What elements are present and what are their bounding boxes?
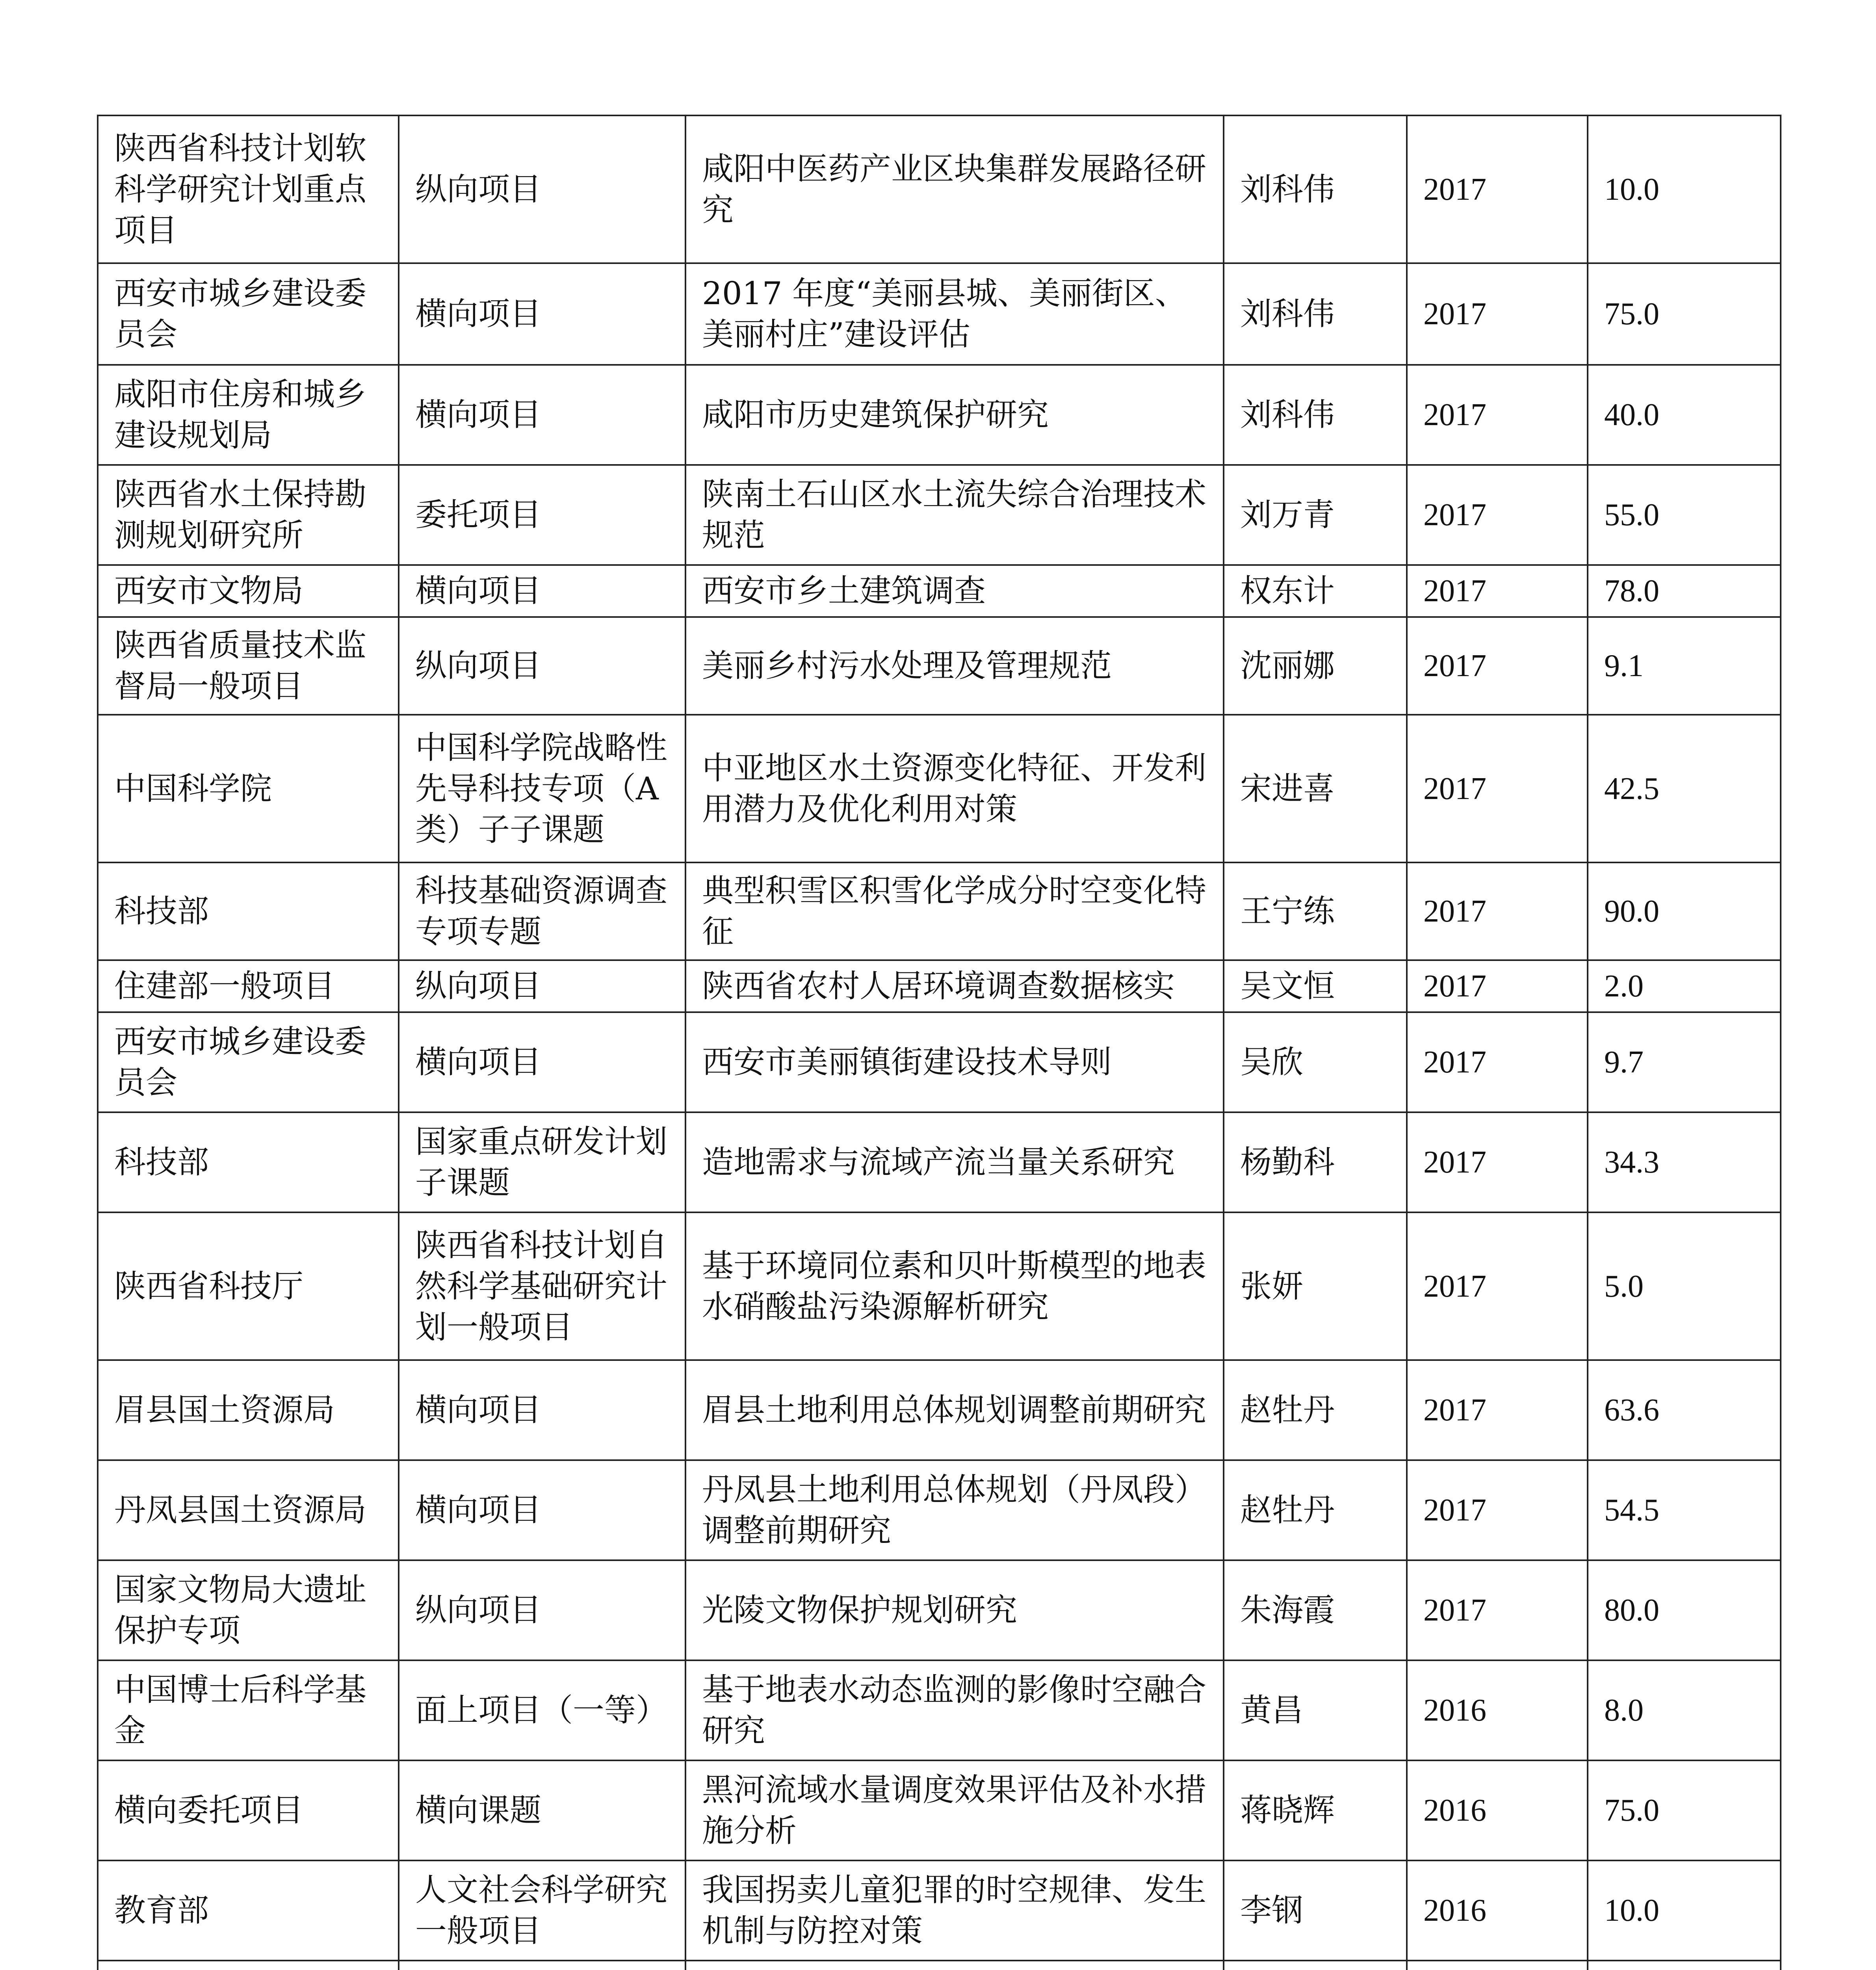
cell-type: 横向项目 — [399, 263, 685, 365]
cell-funding: 10.0 — [1588, 1860, 1781, 1961]
cell-funding: 9.7 — [1588, 1012, 1781, 1112]
cell-funding: 34.3 — [1588, 1112, 1781, 1212]
cell-year: 2016 — [1407, 1860, 1588, 1961]
cell-leader: 权东计 — [1224, 565, 1407, 617]
cell-type: 国家重点研发计划子课题 — [399, 1112, 685, 1212]
cell-leader: 吴欣 — [1224, 1012, 1407, 1112]
cell-source: 国家文物局大遗址保护专项 — [98, 1560, 399, 1660]
cell-source: 中国科学院 — [98, 715, 399, 862]
cell-source: 咸阳市住房和城乡建设规划局 — [98, 365, 399, 465]
project-table — [97, 115, 1781, 1970]
cell-year: 2017 — [1407, 565, 1588, 617]
cell-leader — [1224, 1961, 1407, 1970]
cell-source: 陕西省科技计划软科学研究计划重点项目 — [98, 115, 399, 263]
cell-title: 丹凤县土地利用总体规划（丹凤段）调整前期研究 — [685, 1460, 1224, 1560]
cell-title: 中亚地区水土资源变化特征、开发利用潜力及优化利用对策 — [685, 715, 1224, 862]
cell-year: 2017 — [1407, 1460, 1588, 1560]
cell-source: 陕西省水土保持勘测规划研究所 — [98, 465, 399, 565]
cell-source: 陕西省质量技术监督局一般项目 — [98, 617, 399, 715]
cell-funding: 5.0 — [1588, 1212, 1781, 1360]
cell-funding: 9.1 — [1588, 617, 1781, 715]
cell-source: 科技部 — [98, 1112, 399, 1212]
cell-source: 中国博士后科学基金 — [98, 1660, 399, 1760]
cell-year: 2017 — [1407, 465, 1588, 565]
cell-title: 美丽乡村污水处理及管理规范 — [685, 617, 1224, 715]
cell-type: 横向项目 — [399, 1460, 685, 1560]
cell-type: 纵向项目 — [399, 617, 685, 715]
cell-leader: 杨勤科 — [1224, 1112, 1407, 1212]
cell-year: 2017 — [1407, 365, 1588, 465]
cell-year: 2017 — [1407, 115, 1588, 263]
cell-type: 委托项目 — [399, 465, 685, 565]
cell-leader: 黄昌 — [1224, 1660, 1407, 1760]
cell-title: 陕南土石山区水土流失综合治理技术规范 — [685, 465, 1224, 565]
cell-leader: 王宁练 — [1224, 862, 1407, 960]
cell-funding: 42.5 — [1588, 715, 1781, 862]
cell-year: 2017 — [1407, 617, 1588, 715]
cell-title: 西安市美丽镇街建设技术导则 — [685, 1012, 1224, 1112]
cell-source — [98, 1961, 399, 1970]
table-row — [98, 465, 1781, 565]
cell-source: 横向委托项目 — [98, 1760, 399, 1860]
cell-year: 2017 — [1407, 715, 1588, 862]
table-row — [98, 715, 1781, 862]
cell-type: 纵向项目 — [399, 115, 685, 263]
table-row — [98, 1012, 1781, 1112]
cell-leader: 赵牡丹 — [1224, 1360, 1407, 1460]
cell-type: 人文社会科学研究一般项目 — [399, 1860, 685, 1961]
cell-type: 面上项目（一等） — [399, 1660, 685, 1760]
table-row — [98, 1961, 1781, 1970]
cell-source: 西安市城乡建设委员会 — [98, 1012, 399, 1112]
table-row — [98, 1460, 1781, 1560]
cell-type: 横向课题 — [399, 1760, 685, 1860]
cell-year: 2017 — [1407, 1112, 1588, 1212]
cell-type: 科技基础资源调查专项专题 — [399, 862, 685, 960]
cell-title: 眉县土地利用总体规划调整前期研究 — [685, 1360, 1224, 1460]
cell-leader: 张妍 — [1224, 1212, 1407, 1360]
table-row — [98, 1760, 1781, 1860]
cell-funding: 80.0 — [1588, 1560, 1781, 1660]
table-row — [98, 1212, 1781, 1360]
cell-title: 光陵文物保护规划研究 — [685, 1560, 1224, 1660]
cell-funding: 8.0 — [1588, 1660, 1781, 1760]
table-row — [98, 617, 1781, 715]
table-row — [98, 1360, 1781, 1460]
cell-leader: 蒋晓辉 — [1224, 1760, 1407, 1860]
cell-type: 纵向项目 — [399, 1560, 685, 1660]
table-row — [98, 862, 1781, 960]
cell-source: 西安市城乡建设委员会 — [98, 263, 399, 365]
cell-funding: 78.0 — [1588, 565, 1781, 617]
cell-type: 纵向项目 — [399, 960, 685, 1012]
table-row — [98, 115, 1781, 263]
cell-funding: 75.0 — [1588, 1760, 1781, 1860]
cell-title: 造地需求与流域产流当量关系研究 — [685, 1112, 1224, 1212]
cell-type: 中国科学院战略性先导科技专项（A 类）子子课题 — [399, 715, 685, 862]
cell-source: 西安市文物局 — [98, 565, 399, 617]
cell-source: 丹凤县国土资源局 — [98, 1460, 399, 1560]
cell-funding: 63.6 — [1588, 1360, 1781, 1460]
cell-title: 黑河流域水量调度效果评估及补水措施分析 — [685, 1760, 1224, 1860]
cell-title: 基于环境同位素和贝叶斯模型的地表水硝酸盐污染源解析研究 — [685, 1212, 1224, 1360]
cell-funding — [1588, 1961, 1781, 1970]
cell-funding: 90.0 — [1588, 862, 1781, 960]
cell-title: 西安市乡土建筑调查 — [685, 565, 1224, 617]
cell-title: 基于地表水动态监测的影像时空融合研究 — [685, 1660, 1224, 1760]
project-table-body — [98, 115, 1781, 1970]
cell-funding: 10.0 — [1588, 115, 1781, 263]
cell-leader: 宋进喜 — [1224, 715, 1407, 862]
cell-funding: 40.0 — [1588, 365, 1781, 465]
cell-type: 横向项目 — [399, 565, 685, 617]
table-row — [98, 1112, 1781, 1212]
cell-year: 2017 — [1407, 1012, 1588, 1112]
cell-funding: 2.0 — [1588, 960, 1781, 1012]
cell-leader: 刘科伟 — [1224, 365, 1407, 465]
cell-leader: 赵牡丹 — [1224, 1460, 1407, 1560]
cell-year: 2017 — [1407, 1212, 1588, 1360]
cell-title: 2017 年度“美丽县城、美丽街区、美丽村庄”建设评估 — [685, 263, 1224, 365]
cell-year: 2017 — [1407, 263, 1588, 365]
cell-year — [1407, 1961, 1588, 1970]
cell-leader: 刘万青 — [1224, 465, 1407, 565]
cell-title: 我国拐卖儿童犯罪的时空规律、发生机制与防控对策 — [685, 1860, 1224, 1961]
cell-leader: 李钢 — [1224, 1860, 1407, 1961]
cell-funding: 75.0 — [1588, 263, 1781, 365]
cell-year: 2016 — [1407, 1660, 1588, 1760]
cell-funding: 55.0 — [1588, 465, 1781, 565]
cell-leader: 吴文恒 — [1224, 960, 1407, 1012]
cell-leader: 沈丽娜 — [1224, 617, 1407, 715]
cell-source: 教育部 — [98, 1860, 399, 1961]
cell-source: 眉县国土资源局 — [98, 1360, 399, 1460]
cell-type: 横向项目 — [399, 1012, 685, 1112]
cell-source: 陕西省科技厅 — [98, 1212, 399, 1360]
cell-type: 横向项目 — [399, 365, 685, 465]
table-row — [98, 1860, 1781, 1961]
table-row — [98, 365, 1781, 465]
cell-title: 典型积雪区积雪化学成分时空变化特征 — [685, 862, 1224, 960]
table-row — [98, 960, 1781, 1012]
cell-leader: 朱海霞 — [1224, 1560, 1407, 1660]
cell-year: 2017 — [1407, 960, 1588, 1012]
cell-title: 陕西省农村人居环境调查数据核实 — [685, 960, 1224, 1012]
cell-title — [685, 1961, 1224, 1970]
cell-source: 住建部一般项目 — [98, 960, 399, 1012]
cell-title: 咸阳市历史建筑保护研究 — [685, 365, 1224, 465]
cell-type — [399, 1961, 685, 1970]
cell-source: 科技部 — [98, 862, 399, 960]
cell-leader: 刘科伟 — [1224, 263, 1407, 365]
table-row — [98, 565, 1781, 617]
cell-type: 横向项目 — [399, 1360, 685, 1460]
cell-title: 咸阳中医药产业区块集群发展路径研究 — [685, 115, 1224, 263]
cell-year: 2017 — [1407, 1360, 1588, 1460]
cell-type: 陕西省科技计划自然科学基础研究计划一般项目 — [399, 1212, 685, 1360]
cell-funding: 54.5 — [1588, 1460, 1781, 1560]
cell-year: 2016 — [1407, 1760, 1588, 1860]
table-row — [98, 1560, 1781, 1660]
cell-year: 2017 — [1407, 1560, 1588, 1660]
table-row — [98, 1660, 1781, 1760]
cell-year: 2017 — [1407, 862, 1588, 960]
cell-leader: 刘科伟 — [1224, 115, 1407, 263]
table-row — [98, 263, 1781, 365]
